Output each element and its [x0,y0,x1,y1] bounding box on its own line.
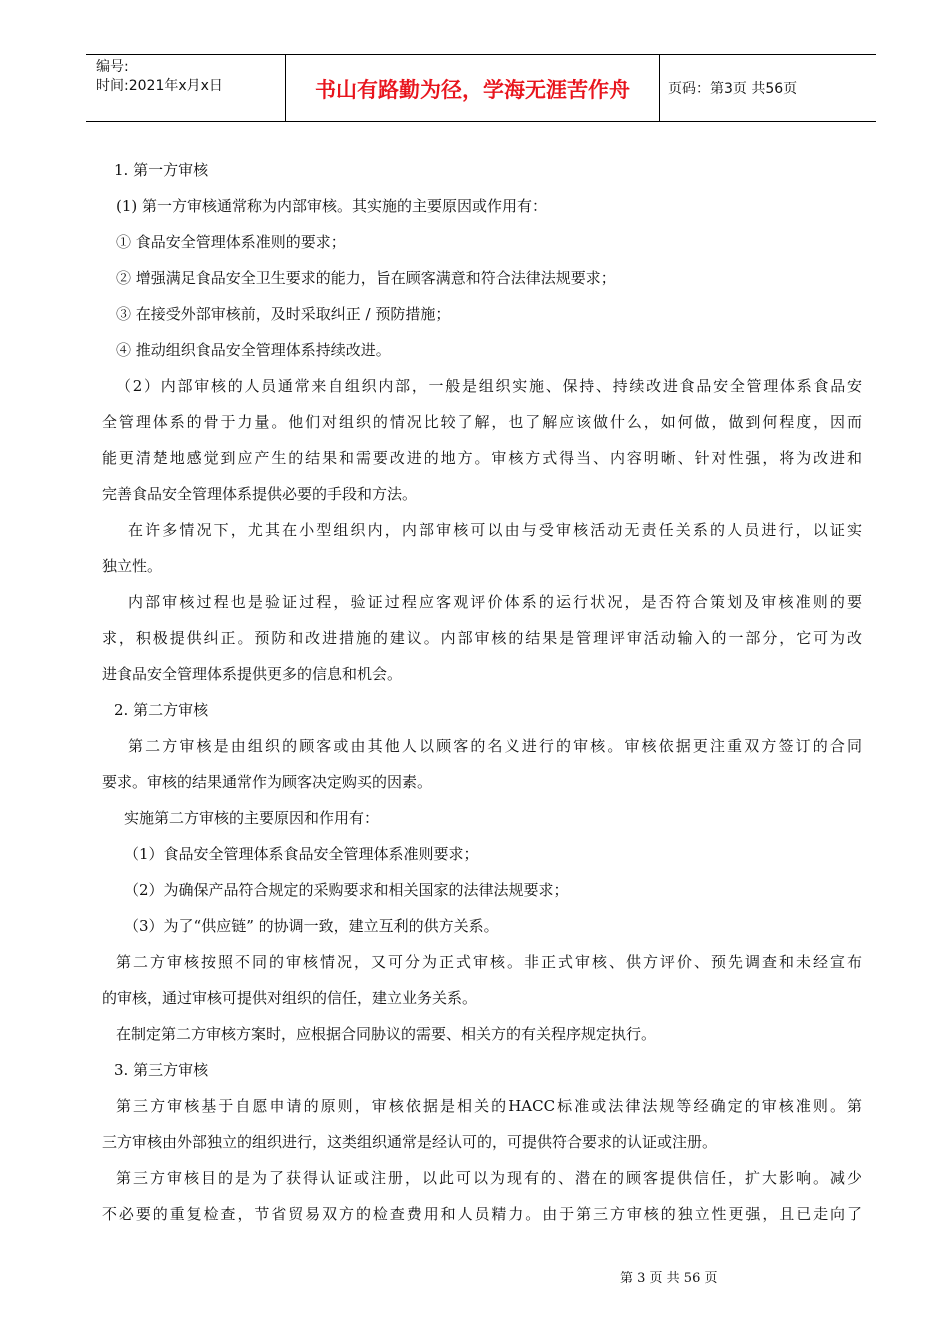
paragraph-line: 要求。审核的结果通常作为顾客决定购买的因素。 [102,773,433,791]
header-motto: 书山有路勤为径，学海无涯苦作舟 [315,78,630,102]
paragraph-line: 第二方审核是由组织的顾客或由其他人以顾客的名义进行的审核。审核依据更注重双方签订的合同 [128,737,862,755]
paragraph-line: 第二方审核按照不同的审核情况，又可分为正式审核。非正式审核、供方评价、预先调查和未经宣布 [116,953,862,971]
page-footer: 第 3 页 共 56 页 [620,1271,718,1286]
header-motto-cell [286,55,660,121]
paragraph-line: 在制定第二方审核方案时，应根据合同胁议的需要、相关方的有关程序规定执行。 [116,1025,657,1043]
paragraph-line: （2）内部审核的人员通常来自组织内部，一般是组织实施、保持、持续改进食品安全管理体系食品安 [116,377,862,395]
header-meta [86,55,286,121]
page-header [86,54,876,122]
section-heading-3: 3. 第三方审核 [114,1061,209,1079]
paragraph-line: 内部审核过程也是验证过程，验证过程应客观评价体系的运行状况，是否符合策划及审核准则的要 [128,593,862,611]
list-item: ① 食品安全管理体系准则的要求； [116,233,346,251]
paragraph-line: 第三方审核目的是为了获得认证或注册，以此可以为现有的、潜在的顾客提供信任，扩大影响。减少 [116,1169,862,1187]
header-page-info-cell [660,55,876,121]
list-item: ④ 推动组织食品安全管理体系持续改进。 [116,341,391,359]
section-heading-2: 2. 第二方审核 [114,701,209,719]
list-item: （3）为了“供应链” 的协调一致，建立互利的供方关系。 [124,917,499,935]
document-number-label: 编号: [96,59,129,75]
list-item: （2）为确保产品符合规定的采购要求和相关国家的法律法规要求； [124,881,569,899]
paragraph-line: 第三方审核基于自愿申请的原则，审核依据是相关的HACC标准或法律法规等经确定的审核准则。第 [116,1097,862,1115]
paragraph-line: 的审核，通过审核可提供对组织的信任，建立业务关系。 [102,989,478,1007]
paragraph-line: 全管理体系的骨于力量。他们对组织的情况比较了解，也了解应该做什么，如何做，做到何程度，因而 [102,413,862,431]
paragraph-line: 求，积极提供纠正。预防和改进措施的建议。内部审核的结果是管理评审活动输入的一部分，它可为改 [102,629,862,647]
paragraph-line: (1) 第一方审核通常称为内部审核。其实施的主要原因或作用有： [116,197,548,215]
list-item: ③ 在接受外部审核前，及时采取纠正 / 预防措施； [116,305,451,323]
document-time-label: 时间:2021年x月x日 [96,78,223,94]
paragraph-line: 三方审核由外部独立的组织进行，这类组织通常是经认可的，可提供符合要求的认证或注册。 [102,1133,718,1151]
paragraph-line: 进食品安全管理体系提供更多的信息和机会。 [102,665,403,683]
list-item: （1）食品安全管理体系食品安全管理体系准则要求； [124,845,479,863]
document-body [102,152,862,1232]
section-heading-1: 1. 第一方审核 [114,161,209,179]
paragraph-line: 在许多情况下，尤其在小型组织内，内部审核可以由与受审核活动无责任关系的人员进行，以证实 [128,521,862,539]
paragraph-line: 实施第二方审核的主要原因和作用有： [124,809,380,827]
paragraph-line: 不必要的重复检查，节省贸易双方的检查费用和人员精力。由于第三方审核的独立性更强，且已走向了 [102,1205,862,1223]
header-page-info: 页码：第3页 共56页 [668,81,798,97]
paragraph-line: 独立性。 [102,557,163,575]
paragraph-line: 能更清楚地感觉到应产生的结果和需要改进的地方。审核方式得当、内容明晰、针对性强，将为改进和 [102,449,862,467]
paragraph-line: 完善食品安全管理体系提供必要的手段和方法。 [102,485,418,503]
list-item: ② 增强满足食品安全卫生要求的能力，旨在顾客满意和符合法律法规要求； [116,269,616,287]
